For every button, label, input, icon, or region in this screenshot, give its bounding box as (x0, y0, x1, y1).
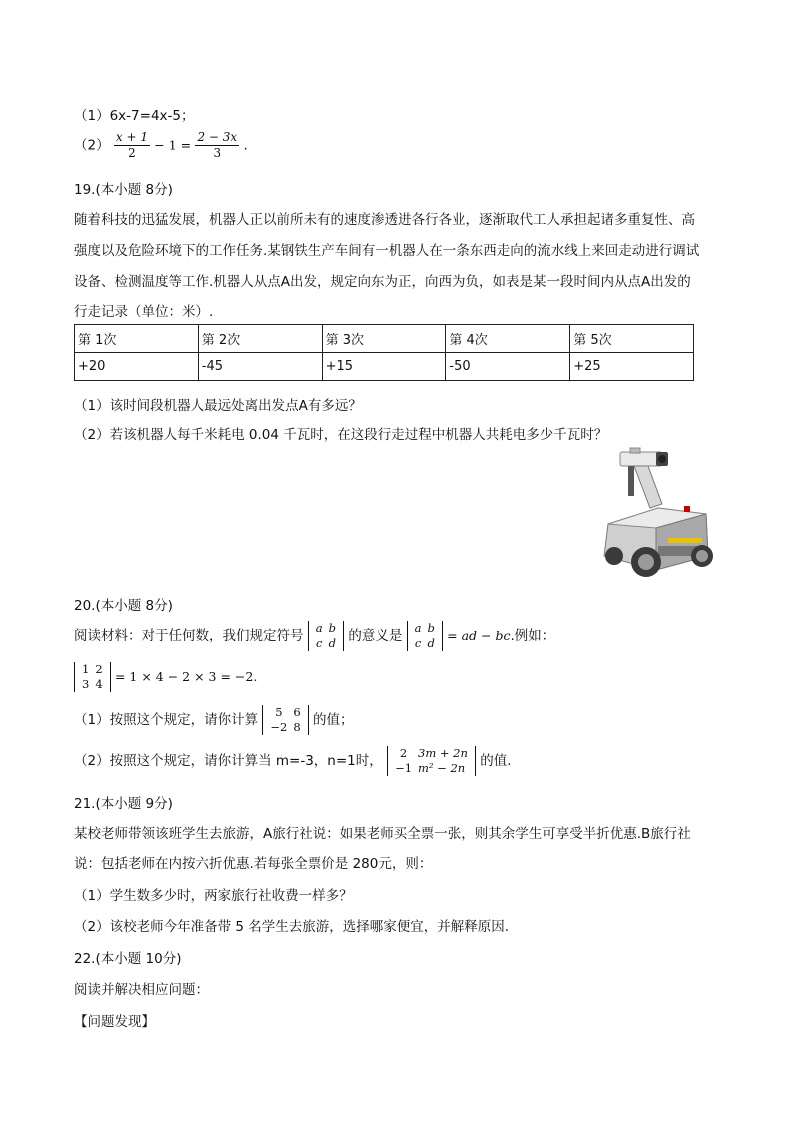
table-cell: 第 1次 (75, 325, 199, 353)
q20-intro-b: 的意义是 (348, 628, 403, 644)
table-cell: +25 (570, 353, 694, 381)
det-entry: 2 (95, 662, 103, 676)
robot-image (598, 446, 720, 584)
q18-part2 (74, 130, 248, 161)
det-entry: 1 (82, 662, 90, 676)
det-entry: b (427, 621, 435, 635)
q20-intro-a: 阅读材料：对于任何数，我们规定符号 (74, 628, 304, 644)
sub1-determinant (262, 705, 308, 735)
q22-heading: 22.(本小题 10分) (74, 951, 182, 967)
q22-line1: 阅读并解决相应问题： (74, 982, 209, 998)
det-entry: c (414, 636, 422, 650)
q18-right-denominator: 3 (213, 146, 222, 160)
det-entry: a (315, 621, 323, 635)
table-cell: -45 (198, 353, 322, 381)
table-cell: +15 (322, 353, 446, 381)
q20-sub1 (74, 705, 353, 735)
q18-middle: − 1 = (154, 137, 192, 153)
det-entry: d (328, 636, 337, 650)
q18-left-denominator: 2 (128, 146, 136, 160)
definition-determinant (407, 621, 443, 651)
q20-sub2-a: （2）按照这个规定，请你计算当 m=-3，n=1时， (74, 753, 383, 769)
q20-example (74, 662, 257, 692)
det-entry: a (414, 621, 422, 635)
q21-line1: 某校老师带领该班学生去旅游，A旅行社说：如果老师买全票一张，则其余学生可享受半折优惠.B旅行社 (74, 826, 691, 842)
q20-sub2 (74, 746, 512, 776)
q20-intro (74, 621, 555, 651)
walk-record-table (74, 324, 694, 381)
q20-sub1-b: 的值； (312, 712, 354, 728)
table-cell: 第 5次 (570, 325, 694, 353)
q20-heading: 20.(本小题 8分) (74, 598, 173, 614)
det-entry: 8 (293, 720, 301, 734)
table-row (75, 353, 694, 381)
q21-sub2: （2）该校老师今年准备带 5 名学生去旅游，选择哪家便宜，并解释原因. (74, 919, 510, 935)
q18-left-numerator: x + 1 (115, 130, 148, 144)
q19-line2: 强度以及危险环境下的工作任务.某钢铁生产车间有一机器人在一条东西走向的流水线上来回走动进行调试 (74, 243, 700, 259)
det-entry: b (328, 621, 337, 635)
det-entry: 3 (82, 677, 90, 691)
q22-line2: 【问题发现】 (74, 1014, 155, 1030)
q21-sub1: （1）学生数多少时，两家旅行社收费一样多？ (74, 888, 353, 904)
table-cell: -50 (446, 353, 570, 381)
q20-sub1-a: （1）按照这个规定，请你计算 (74, 712, 259, 728)
det-entry: −1 (395, 761, 413, 775)
q18-right-fraction (195, 130, 239, 161)
table-cell: 第 4次 (446, 325, 570, 353)
table-header-row (75, 325, 694, 353)
q18-right-numerator: 2 − 3x (197, 130, 238, 144)
q19-line4: 行走记录（单位：米）. (74, 304, 214, 320)
q19-line3: 设备、检测温度等工作.机器人从点A出发，规定向东为正，向西为负，如表是某一段时间内从点A出发的 (74, 274, 691, 290)
det-entry: 6 (293, 705, 301, 719)
det-entry: m² − 2n (418, 761, 466, 775)
q20-sub2-b: 的值. (480, 753, 512, 769)
example-equation: = 1 × 4 − 2 × 3 = −2. (114, 669, 258, 684)
table-cell: +20 (75, 353, 199, 381)
q18-left-fraction (114, 130, 150, 161)
definition-formula: = ad − bc (447, 628, 511, 643)
q18-end: . (243, 137, 248, 154)
det-entry: −2 (270, 720, 288, 734)
q21-line2: 说：包括老师在内按六折优惠.若每张全票价是 280元，则： (74, 856, 433, 872)
q19-sub2: （2）若该机器人每千米耗电 0.04 千瓦时，在这段行走过程中机器人共耗电多少千瓦时？ (74, 427, 608, 443)
q19-sub1: （1）该时间段机器人最远处离出发点A有多远？ (74, 398, 362, 414)
table-cell: 第 3次 (322, 325, 446, 353)
table-cell: 第 2次 (198, 325, 322, 353)
det-entry: d (427, 636, 435, 650)
det-entry: 3m + 2n (418, 746, 468, 760)
sub2-determinant (387, 746, 476, 776)
det-entry: 5 (275, 705, 283, 719)
q18-part1: （1）6x-7=4x-5； (74, 108, 195, 124)
q20-intro-d: .例如： (510, 628, 556, 644)
det-entry: 4 (95, 677, 103, 691)
q21-heading: 21.(本小题 9分) (74, 796, 173, 812)
q18-part2-label: （2） (74, 137, 110, 154)
q19-heading: 19.(本小题 8分) (74, 182, 173, 198)
det-entry: c (316, 636, 323, 650)
det-entry: 2 (399, 746, 408, 760)
symbol-determinant (308, 621, 344, 651)
example-determinant (74, 662, 111, 692)
q19-line1: 随着科技的迅猛发展，机器人正以前所未有的速度渗透进各行各业，逐渐取代工人承担起诸多重复性、高 (74, 212, 695, 228)
